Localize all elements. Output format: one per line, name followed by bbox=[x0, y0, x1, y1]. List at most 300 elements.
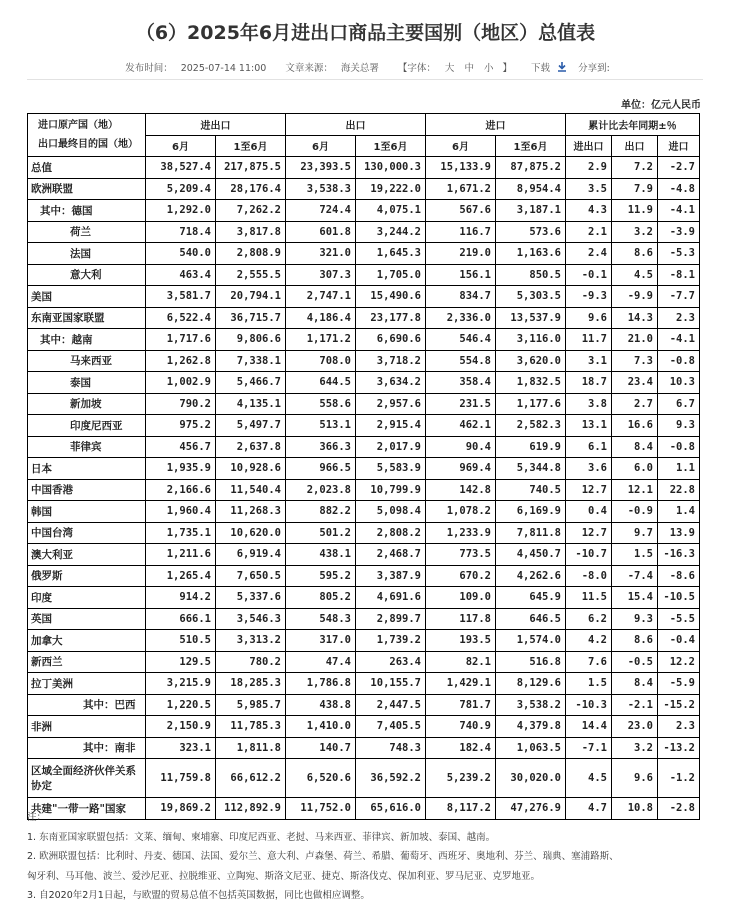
table-row bbox=[28, 329, 700, 351]
value-cell: 130,000.3 bbox=[356, 157, 426, 179]
note-3: 3. 自2020年2月1日起，与欧盟的贸易总值不包括英国数据，同比也做相应调整。 bbox=[27, 890, 370, 901]
value-cell: 23.4 bbox=[612, 372, 658, 394]
value-cell: 19,222.0 bbox=[356, 178, 426, 200]
region-name: 区域全面经济伙伴关系协定 bbox=[28, 759, 146, 798]
value-cell: -2.7 bbox=[658, 157, 700, 179]
region-name: 马来西亚 bbox=[28, 350, 146, 372]
table-row bbox=[28, 544, 700, 566]
value-cell: 438.8 bbox=[286, 694, 356, 716]
value-cell: 7.3 bbox=[612, 350, 658, 372]
value-cell: 501.2 bbox=[286, 522, 356, 544]
font-size-control: 【字体： 大 中 小 】 bbox=[397, 63, 512, 74]
value-cell: 2,150.9 bbox=[146, 716, 216, 738]
value-cell: 13.1 bbox=[566, 415, 612, 437]
value-cell: 10,799.9 bbox=[356, 479, 426, 501]
value-cell: 7.9 bbox=[612, 178, 658, 200]
value-cell: 708.0 bbox=[286, 350, 356, 372]
region-name: 其中：南非 bbox=[28, 737, 146, 759]
yoy-group-header: 累计比去年同期±％ bbox=[566, 114, 700, 136]
value-cell: 109.0 bbox=[426, 587, 496, 609]
value-cell: 13,537.9 bbox=[496, 307, 566, 329]
value-cell: 129.5 bbox=[146, 651, 216, 673]
table-row bbox=[28, 350, 700, 372]
region-name: 拉丁美洲 bbox=[28, 673, 146, 695]
value-cell: 4,379.8 bbox=[496, 716, 566, 738]
value-cell: 2.4 bbox=[566, 243, 612, 265]
value-cell: 3,116.0 bbox=[496, 329, 566, 351]
region-name: 东南亚国家联盟 bbox=[28, 307, 146, 329]
value-cell: -16.3 bbox=[658, 544, 700, 566]
value-cell: 5,497.7 bbox=[216, 415, 286, 437]
value-cell: 740.5 bbox=[496, 479, 566, 501]
value-cell: 9.3 bbox=[658, 415, 700, 437]
value-cell: 47,276.9 bbox=[496, 798, 566, 820]
value-cell: 1,717.6 bbox=[146, 329, 216, 351]
value-cell: -0.8 bbox=[658, 350, 700, 372]
value-cell: 773.5 bbox=[426, 544, 496, 566]
value-cell: 11.7 bbox=[566, 329, 612, 351]
value-cell: 2,637.8 bbox=[216, 436, 286, 458]
value-cell: 21.0 bbox=[612, 329, 658, 351]
value-cell: 15,133.9 bbox=[426, 157, 496, 179]
value-cell: 3,244.2 bbox=[356, 221, 426, 243]
export-ytd-header: 1至6月 bbox=[356, 135, 426, 157]
value-cell: 6,520.6 bbox=[286, 759, 356, 798]
value-cell: 1.5 bbox=[612, 544, 658, 566]
value-cell: 4,262.6 bbox=[496, 565, 566, 587]
value-cell: 1,811.8 bbox=[216, 737, 286, 759]
value-cell: 8.6 bbox=[612, 630, 658, 652]
value-cell: 36,715.7 bbox=[216, 307, 286, 329]
region-name: 意大利 bbox=[28, 264, 146, 286]
value-cell: 644.5 bbox=[286, 372, 356, 394]
region-name: 新西兰 bbox=[28, 651, 146, 673]
import-ytd-header: 1至6月 bbox=[496, 135, 566, 157]
table-row bbox=[28, 759, 700, 798]
value-cell: 8.4 bbox=[612, 673, 658, 695]
value-cell: 1,832.5 bbox=[496, 372, 566, 394]
value-cell: 601.8 bbox=[286, 221, 356, 243]
value-cell: 2,468.7 bbox=[356, 544, 426, 566]
export-month-header: 6月 bbox=[286, 135, 356, 157]
value-cell: 11,785.3 bbox=[216, 716, 286, 738]
value-cell: 10,155.7 bbox=[356, 673, 426, 695]
value-cell: 0.4 bbox=[566, 501, 612, 523]
value-cell: 12.1 bbox=[612, 479, 658, 501]
value-cell: 6.0 bbox=[612, 458, 658, 480]
value-cell: 2.7 bbox=[612, 393, 658, 415]
value-cell: 781.7 bbox=[426, 694, 496, 716]
value-cell: 12.7 bbox=[566, 479, 612, 501]
region-name: 印度尼西亚 bbox=[28, 415, 146, 437]
region-name: 澳大利亚 bbox=[28, 544, 146, 566]
meta-divider bbox=[27, 79, 703, 80]
value-cell: 5,466.7 bbox=[216, 372, 286, 394]
region-name: 新加坡 bbox=[28, 393, 146, 415]
value-cell: 16.6 bbox=[612, 415, 658, 437]
total-group-header: 进出口 bbox=[146, 114, 286, 136]
value-cell: 142.8 bbox=[426, 479, 496, 501]
value-cell: 3,538.3 bbox=[286, 178, 356, 200]
value-cell: 2.3 bbox=[658, 716, 700, 738]
value-cell: -9.3 bbox=[566, 286, 612, 308]
value-cell: 595.2 bbox=[286, 565, 356, 587]
value-cell: -10.5 bbox=[658, 587, 700, 609]
table-row bbox=[28, 479, 700, 501]
download-button[interactable]: 下载 bbox=[527, 63, 570, 74]
value-cell: 2,957.6 bbox=[356, 393, 426, 415]
value-cell: 3,581.7 bbox=[146, 286, 216, 308]
region-name: 俄罗斯 bbox=[28, 565, 146, 587]
value-cell: 1,171.2 bbox=[286, 329, 356, 351]
value-cell: 567.6 bbox=[426, 200, 496, 222]
value-cell: 3,620.0 bbox=[496, 350, 566, 372]
value-cell: 117.8 bbox=[426, 608, 496, 630]
value-cell: 12.2 bbox=[658, 651, 700, 673]
value-cell: 1,177.6 bbox=[496, 393, 566, 415]
value-cell: 5,985.7 bbox=[216, 694, 286, 716]
value-cell: 2,915.4 bbox=[356, 415, 426, 437]
table-row bbox=[28, 436, 700, 458]
value-cell: 1,063.5 bbox=[496, 737, 566, 759]
value-cell: 1,220.5 bbox=[146, 694, 216, 716]
value-cell: 540.0 bbox=[146, 243, 216, 265]
value-cell: 366.3 bbox=[286, 436, 356, 458]
value-cell: 19,869.2 bbox=[146, 798, 216, 820]
value-cell: 3.6 bbox=[566, 458, 612, 480]
value-cell: 1,410.0 bbox=[286, 716, 356, 738]
value-cell: -1.2 bbox=[658, 759, 700, 798]
value-cell: 6.1 bbox=[566, 436, 612, 458]
value-cell: 1,786.8 bbox=[286, 673, 356, 695]
value-cell: 7.6 bbox=[566, 651, 612, 673]
value-cell: 4.5 bbox=[566, 759, 612, 798]
value-cell: 4,075.1 bbox=[356, 200, 426, 222]
download-icon bbox=[557, 62, 567, 72]
total-month-header: 6月 bbox=[146, 135, 216, 157]
value-cell: 1.1 bbox=[658, 458, 700, 480]
value-cell: 1,233.9 bbox=[426, 522, 496, 544]
table-row bbox=[28, 264, 700, 286]
table-row bbox=[28, 221, 700, 243]
table-row bbox=[28, 501, 700, 523]
article-meta bbox=[0, 60, 731, 74]
value-cell: 1.5 bbox=[566, 673, 612, 695]
region-name: 其中：越南 bbox=[28, 329, 146, 351]
value-cell: 462.1 bbox=[426, 415, 496, 437]
region-name: 印度 bbox=[28, 587, 146, 609]
value-cell: -9.9 bbox=[612, 286, 658, 308]
value-cell: 3.8 bbox=[566, 393, 612, 415]
table-row bbox=[28, 372, 700, 394]
page-title: （6）2025年6月进出口商品主要国别（地区）总值表 bbox=[135, 22, 596, 44]
region-name: 共建"一带一路"国家 bbox=[28, 798, 146, 820]
value-cell: 90.4 bbox=[426, 436, 496, 458]
value-cell: 23,177.8 bbox=[356, 307, 426, 329]
value-cell: 10.3 bbox=[658, 372, 700, 394]
value-cell: 850.5 bbox=[496, 264, 566, 286]
region-name: 中国台湾 bbox=[28, 522, 146, 544]
value-cell: 7.2 bbox=[612, 157, 658, 179]
value-cell: 2,899.7 bbox=[356, 608, 426, 630]
value-cell: 23,393.5 bbox=[286, 157, 356, 179]
value-cell: 3,817.8 bbox=[216, 221, 286, 243]
value-cell: 7,811.8 bbox=[496, 522, 566, 544]
value-cell: 2,555.5 bbox=[216, 264, 286, 286]
value-cell: 748.3 bbox=[356, 737, 426, 759]
export-group-header: 出口 bbox=[286, 114, 426, 136]
value-cell: 966.5 bbox=[286, 458, 356, 480]
value-cell: 7,262.2 bbox=[216, 200, 286, 222]
value-cell: 5,337.6 bbox=[216, 587, 286, 609]
table-row bbox=[28, 307, 700, 329]
value-cell: 112,892.9 bbox=[216, 798, 286, 820]
table-row bbox=[28, 393, 700, 415]
value-cell: 3,187.1 bbox=[496, 200, 566, 222]
value-cell: 11.9 bbox=[612, 200, 658, 222]
value-cell: 13.9 bbox=[658, 522, 700, 544]
value-cell: -15.2 bbox=[658, 694, 700, 716]
value-cell: 516.8 bbox=[496, 651, 566, 673]
region-name: 菲律宾 bbox=[28, 436, 146, 458]
value-cell: 2.3 bbox=[658, 307, 700, 329]
table-row bbox=[28, 243, 700, 265]
import-month-header: 6月 bbox=[426, 135, 496, 157]
value-cell: -2.8 bbox=[658, 798, 700, 820]
value-cell: 14.4 bbox=[566, 716, 612, 738]
value-cell: 2,747.1 bbox=[286, 286, 356, 308]
value-cell: 456.7 bbox=[146, 436, 216, 458]
value-cell: 2,017.9 bbox=[356, 436, 426, 458]
value-cell: 834.7 bbox=[426, 286, 496, 308]
value-cell: 9.7 bbox=[612, 522, 658, 544]
value-cell: 5,098.4 bbox=[356, 501, 426, 523]
value-cell: 510.5 bbox=[146, 630, 216, 652]
value-cell: 156.1 bbox=[426, 264, 496, 286]
value-cell: 217,875.5 bbox=[216, 157, 286, 179]
value-cell: 9.6 bbox=[566, 307, 612, 329]
value-cell: 3.1 bbox=[566, 350, 612, 372]
value-cell: 7,338.1 bbox=[216, 350, 286, 372]
region-header: 进口原产国（地） 出口最终目的国（地） bbox=[28, 114, 146, 157]
table-row bbox=[28, 178, 700, 200]
region-name: 韩国 bbox=[28, 501, 146, 523]
value-cell: 4,691.6 bbox=[356, 587, 426, 609]
value-cell: 6.2 bbox=[566, 608, 612, 630]
value-cell: 323.1 bbox=[146, 737, 216, 759]
value-cell: 573.6 bbox=[496, 221, 566, 243]
value-cell: 805.2 bbox=[286, 587, 356, 609]
value-cell: -7.4 bbox=[612, 565, 658, 587]
value-cell: 3,546.3 bbox=[216, 608, 286, 630]
value-cell: -5.9 bbox=[658, 673, 700, 695]
region-name: 泰国 bbox=[28, 372, 146, 394]
note-2: 2. 欧洲联盟包括：比利时、丹麦、德国、法国、爱尔兰、意大利、卢森堡、荷兰、希腊、葡萄牙、西班牙、奥地利、芬兰、瑞典、塞浦路斯、 bbox=[27, 851, 619, 862]
region-name: 法国 bbox=[28, 243, 146, 265]
value-cell: 645.9 bbox=[496, 587, 566, 609]
value-cell: 28,176.4 bbox=[216, 178, 286, 200]
value-cell: 47.4 bbox=[286, 651, 356, 673]
value-cell: 8.6 bbox=[612, 243, 658, 265]
value-cell: 790.2 bbox=[146, 393, 216, 415]
value-cell: 317.0 bbox=[286, 630, 356, 652]
value-cell: 116.7 bbox=[426, 221, 496, 243]
region-name: 欧洲联盟 bbox=[28, 178, 146, 200]
region-name: 加拿大 bbox=[28, 630, 146, 652]
value-cell: 1,211.6 bbox=[146, 544, 216, 566]
value-cell: 4,135.1 bbox=[216, 393, 286, 415]
value-cell: 5,239.2 bbox=[426, 759, 496, 798]
table-row bbox=[28, 200, 700, 222]
value-cell: 5,583.9 bbox=[356, 458, 426, 480]
value-cell: 9.6 bbox=[612, 759, 658, 798]
font-small-button[interactable]: 小 bbox=[483, 63, 494, 74]
value-cell: 882.2 bbox=[286, 501, 356, 523]
value-cell: 358.4 bbox=[426, 372, 496, 394]
value-cell: 140.7 bbox=[286, 737, 356, 759]
value-cell: 4.3 bbox=[566, 200, 612, 222]
region-name: 其中：巴西 bbox=[28, 694, 146, 716]
value-cell: 12.7 bbox=[566, 522, 612, 544]
value-cell: -8.6 bbox=[658, 565, 700, 587]
value-cell: -7.1 bbox=[566, 737, 612, 759]
table-row bbox=[28, 651, 700, 673]
value-cell: 1,574.0 bbox=[496, 630, 566, 652]
value-cell: 307.3 bbox=[286, 264, 356, 286]
region-name: 其中：德国 bbox=[28, 200, 146, 222]
table-row bbox=[28, 737, 700, 759]
value-cell: 1,078.2 bbox=[426, 501, 496, 523]
value-cell: 87,875.2 bbox=[496, 157, 566, 179]
font-large-button[interactable]: 大 bbox=[444, 63, 455, 74]
value-cell: 11,752.0 bbox=[286, 798, 356, 820]
value-cell: 11,540.4 bbox=[216, 479, 286, 501]
value-cell: -4.8 bbox=[658, 178, 700, 200]
value-cell: 2,447.5 bbox=[356, 694, 426, 716]
table-row bbox=[28, 630, 700, 652]
value-cell: 438.1 bbox=[286, 544, 356, 566]
value-cell: -8.0 bbox=[566, 565, 612, 587]
value-cell: 1,705.0 bbox=[356, 264, 426, 286]
value-cell: 558.6 bbox=[286, 393, 356, 415]
value-cell: -0.9 bbox=[612, 501, 658, 523]
yoy-export-header: 出口 bbox=[612, 135, 658, 157]
table-row bbox=[28, 157, 700, 179]
value-cell: 263.4 bbox=[356, 651, 426, 673]
value-cell: 646.5 bbox=[496, 608, 566, 630]
value-cell: 780.2 bbox=[216, 651, 286, 673]
table-row bbox=[28, 286, 700, 308]
value-cell: 1.4 bbox=[658, 501, 700, 523]
value-cell: 670.2 bbox=[426, 565, 496, 587]
region-name: 美国 bbox=[28, 286, 146, 308]
value-cell: 2,166.6 bbox=[146, 479, 216, 501]
value-cell: 3,634.2 bbox=[356, 372, 426, 394]
value-cell: -7.7 bbox=[658, 286, 700, 308]
value-cell: 1,002.9 bbox=[146, 372, 216, 394]
value-cell: 8.4 bbox=[612, 436, 658, 458]
value-cell: 182.4 bbox=[426, 737, 496, 759]
yoy-import-header: 进口 bbox=[658, 135, 700, 157]
value-cell: -0.1 bbox=[566, 264, 612, 286]
value-cell: 219.0 bbox=[426, 243, 496, 265]
value-cell: -8.1 bbox=[658, 264, 700, 286]
value-cell: 82.1 bbox=[426, 651, 496, 673]
value-cell: 3.5 bbox=[566, 178, 612, 200]
value-cell: 1,262.8 bbox=[146, 350, 216, 372]
value-cell: 969.4 bbox=[426, 458, 496, 480]
value-cell: 15.4 bbox=[612, 587, 658, 609]
region-name: 荷兰 bbox=[28, 221, 146, 243]
value-cell: 1,735.1 bbox=[146, 522, 216, 544]
value-cell: 6,690.6 bbox=[356, 329, 426, 351]
value-cell: 8,117.2 bbox=[426, 798, 496, 820]
value-cell: 1,163.6 bbox=[496, 243, 566, 265]
value-cell: 1,739.2 bbox=[356, 630, 426, 652]
value-cell: 463.4 bbox=[146, 264, 216, 286]
value-cell: 9.3 bbox=[612, 608, 658, 630]
value-cell: -10.7 bbox=[566, 544, 612, 566]
value-cell: -0.8 bbox=[658, 436, 700, 458]
article-source: 文章来源： 海关总署 bbox=[285, 63, 379, 74]
region-name: 中国香港 bbox=[28, 479, 146, 501]
value-cell: 36,592.2 bbox=[356, 759, 426, 798]
table-row bbox=[28, 522, 700, 544]
value-cell: 7,405.5 bbox=[356, 716, 426, 738]
value-cell: 3,387.9 bbox=[356, 565, 426, 587]
value-cell: 8,954.4 bbox=[496, 178, 566, 200]
value-cell: 11,268.3 bbox=[216, 501, 286, 523]
value-cell: 3,215.9 bbox=[146, 673, 216, 695]
value-cell: 8,129.6 bbox=[496, 673, 566, 695]
value-cell: 2.9 bbox=[566, 157, 612, 179]
value-cell: 1,265.4 bbox=[146, 565, 216, 587]
value-cell: -10.3 bbox=[566, 694, 612, 716]
value-cell: 15,490.6 bbox=[356, 286, 426, 308]
value-cell: -13.2 bbox=[658, 737, 700, 759]
value-cell: 2,808.9 bbox=[216, 243, 286, 265]
value-cell: 18.7 bbox=[566, 372, 612, 394]
value-cell: 3,313.2 bbox=[216, 630, 286, 652]
value-cell: 11,759.8 bbox=[146, 759, 216, 798]
value-cell: 11.5 bbox=[566, 587, 612, 609]
value-cell: 66,612.2 bbox=[216, 759, 286, 798]
value-cell: 546.4 bbox=[426, 329, 496, 351]
value-cell: 10,928.6 bbox=[216, 458, 286, 480]
value-cell: 22.8 bbox=[658, 479, 700, 501]
value-cell: 10,620.0 bbox=[216, 522, 286, 544]
trade-table bbox=[27, 113, 700, 820]
table-row bbox=[28, 673, 700, 695]
value-cell: 6,919.4 bbox=[216, 544, 286, 566]
font-medium-button[interactable]: 中 bbox=[464, 63, 474, 74]
value-cell: 5,209.4 bbox=[146, 178, 216, 200]
value-cell: 619.9 bbox=[496, 436, 566, 458]
region-name: 日本 bbox=[28, 458, 146, 480]
value-cell: 2,582.3 bbox=[496, 415, 566, 437]
value-cell: 2,336.0 bbox=[426, 307, 496, 329]
value-cell: 4,186.4 bbox=[286, 307, 356, 329]
table-row bbox=[28, 716, 700, 738]
value-cell: 231.5 bbox=[426, 393, 496, 415]
value-cell: 1,935.9 bbox=[146, 458, 216, 480]
value-cell: 3.2 bbox=[612, 737, 658, 759]
value-cell: 554.8 bbox=[426, 350, 496, 372]
table-row bbox=[28, 587, 700, 609]
value-cell: 14.3 bbox=[612, 307, 658, 329]
value-cell: 718.4 bbox=[146, 221, 216, 243]
value-cell: 6.7 bbox=[658, 393, 700, 415]
